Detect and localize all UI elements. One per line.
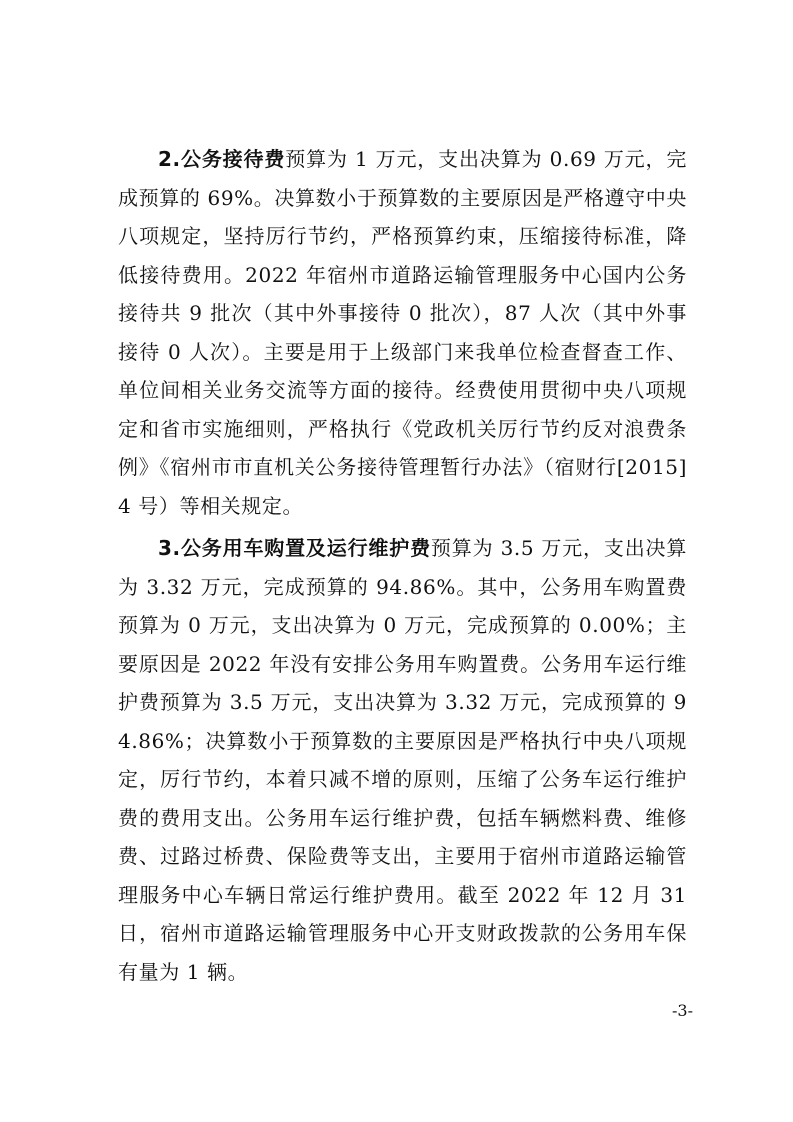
page-number: -3-	[672, 1001, 693, 1020]
paragraph-text: 预算为 1 万元，支出决算为 0.69 万元，完成预算的 69%。决算数小于预算数的主要原因是严格遵守中央八项规定，坚持厉行节约，严格预算约束，压缩接待标准，降低接待费用。2022 年宿州市道路运输管理服务中心国内公务接待共 9 批次（其中外事接待 0 批次），87 人次（其中外事接待 0 人次）。主要是用于上级部门来我单位检查督查工作、单位间相关业务交流等方面的接待。经费使用贯彻中央八项规定和省市实施细则，严格执行《党政机关厉行节约反对浪费条例》《宿州市市直机关公务接待管理暂行办法》（宿财行[2015]4 号）等相关规定。	[118, 147, 687, 518]
document-body	[118, 140, 687, 995]
paragraph-text: 预算为 3.5 万元，支出决算为 3.32 万元，完成预算的 94.86%。其中，公务用车购置费预算为 0 万元，支出决算为 0 万元，完成预算的 0.00%；主要原因是 2022 年没有安排公务用车购置费。公务用车运行维护费预算为 3.5 万元，支出决算为 3.32 万元，完成预算的 94.86%；决算数小于预算数的主要原因是严格执行中央八项规定，厉行节约，本着只减不增的原则，压缩了公务车运行维护费的费用支出。公务用车运行维护费，包括车辆燃料费、维修费、过路过桥费、保险费等支出，主要用于宿州市道路运输管理服务中心车辆日常运行维护费用。截至 2022 年 12 月 31 日，宿州市道路运输管理服务中心开支财政拨款的公务用车保有量为 1 辆。	[118, 536, 687, 984]
paragraph-vehicle-expenses	[118, 529, 687, 991]
paragraph-reception-expenses	[118, 140, 687, 525]
paragraph-heading: 3.公务用车购置及运行维护费	[158, 536, 431, 560]
paragraph-heading: 2.公务接待费	[158, 147, 286, 171]
